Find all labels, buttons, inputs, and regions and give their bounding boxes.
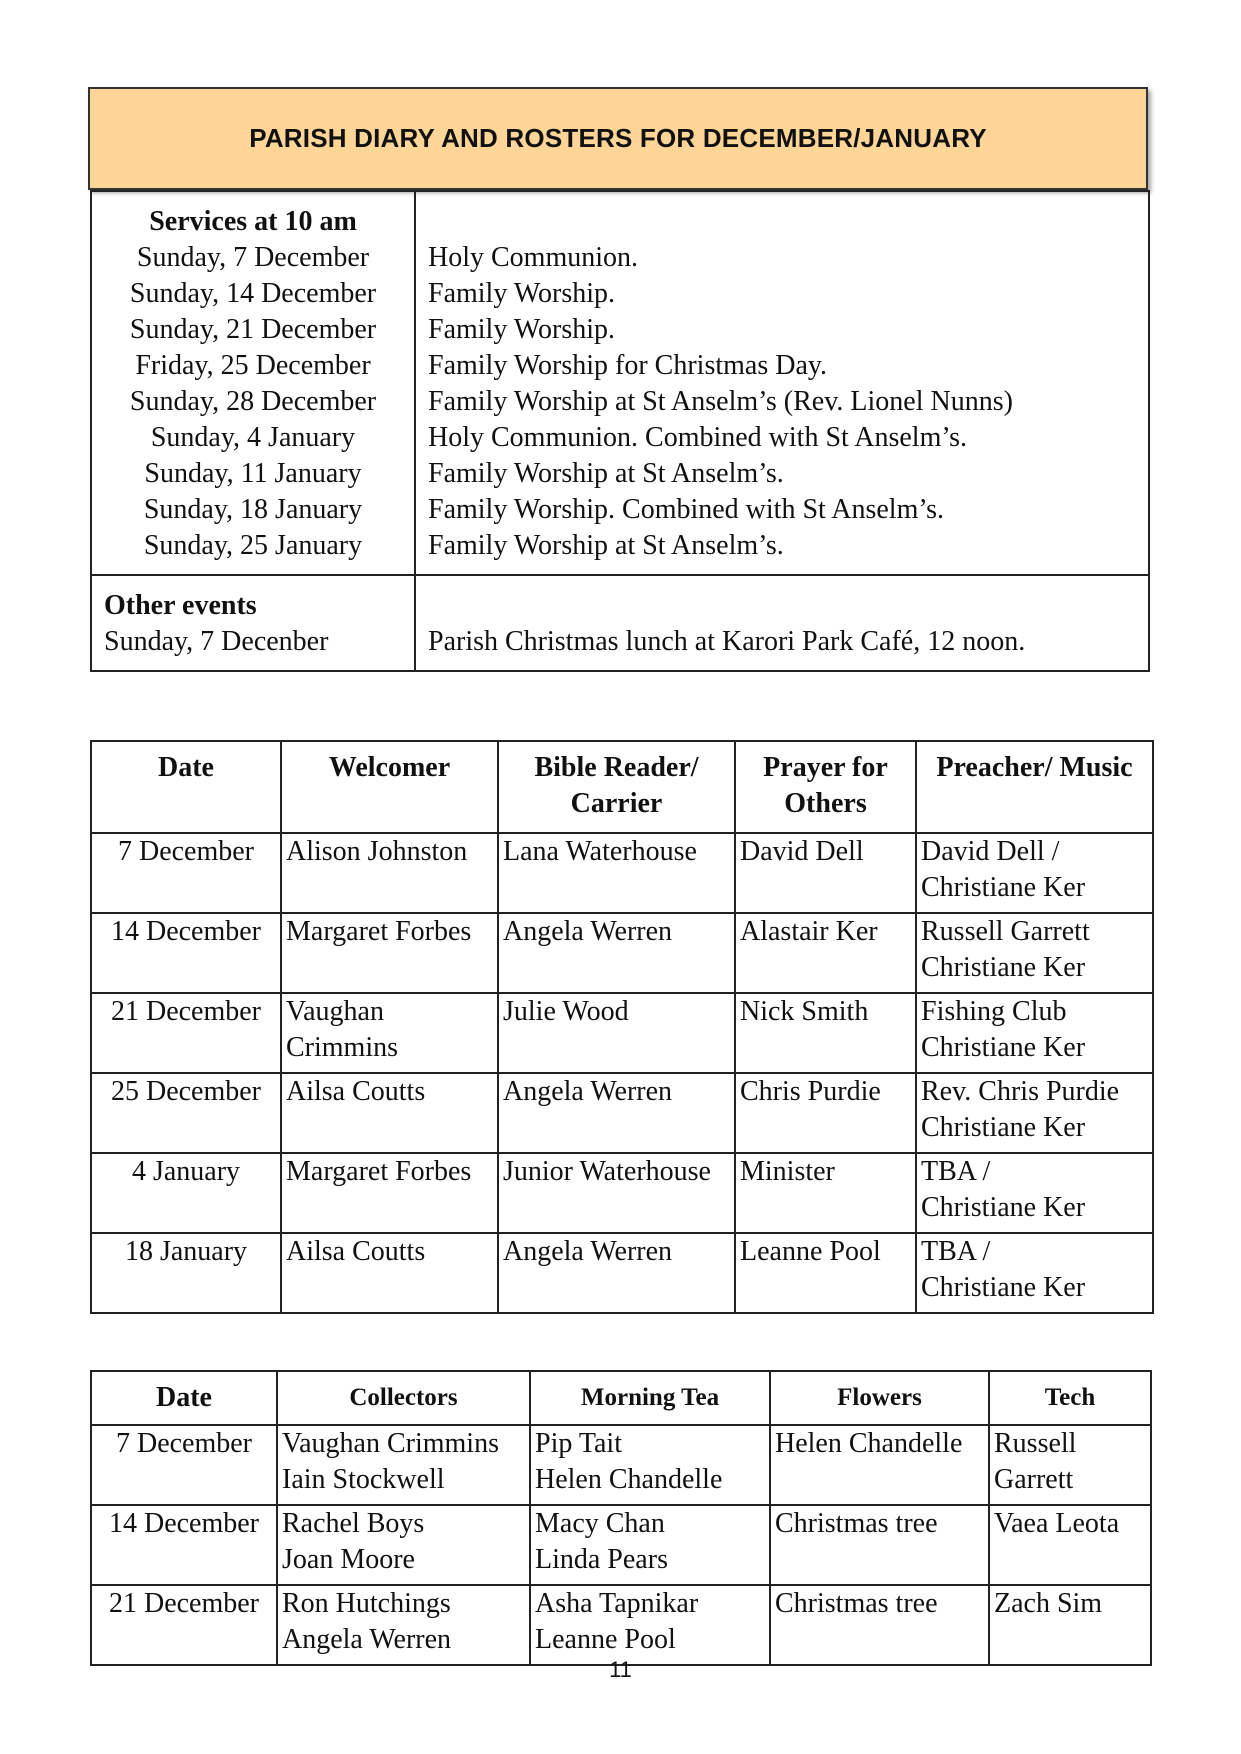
other-events-desc-cell: [415, 575, 1149, 671]
preacher: Rev. Chris Purdie: [921, 1076, 1120, 1107]
date-cell: 7 December: [91, 1425, 277, 1505]
service-date: Friday, 25 December: [135, 350, 371, 381]
table-row: [91, 1153, 1153, 1233]
reader-cell: Lana Waterhouse: [498, 833, 735, 913]
column-header-date: Date: [91, 1371, 277, 1425]
table-row: [91, 1585, 1151, 1665]
reader-cell: Angela Werren: [498, 913, 735, 993]
date-cell: 7 December: [91, 833, 281, 913]
date-cell: 14 December: [91, 1505, 277, 1585]
other-events-date-cell: [91, 575, 415, 671]
collector: Angela Werren: [282, 1624, 452, 1655]
service-date: Sunday, 14 December: [129, 278, 377, 309]
service-description: Holy Communion. Combined with St Anselm’s.: [428, 422, 968, 453]
tech-cell: Zach Sim: [989, 1585, 1151, 1665]
welcomer-cell: Ailsa Coutts: [281, 1073, 498, 1153]
preacher: TBA /: [921, 1236, 991, 1267]
preacher: Russell Garrett: [921, 916, 1090, 947]
prayer-cell: Chris Purdie: [735, 1073, 916, 1153]
service-description: Family Worship at St Anselm’s (Rev. Lionel Nunns): [428, 386, 1013, 417]
column-header-collectors: Collectors: [277, 1371, 530, 1425]
prayer-cell: David Dell: [735, 833, 916, 913]
service-date: Sunday, 7 December: [136, 242, 370, 273]
service-date: Sunday, 18 January: [143, 494, 363, 525]
reader-cell: Julie Wood: [498, 993, 735, 1073]
column-header-welcomer: Welcomer: [281, 741, 498, 833]
preacher-music-cell: [916, 1233, 1153, 1313]
table-row: [91, 1233, 1153, 1313]
service-description: Holy Communion.: [428, 242, 639, 273]
page-title: PARISH DIARY AND ROSTERS FOR DECEMBER/JANUARY: [249, 123, 987, 153]
collector: Iain Stockwell: [282, 1464, 445, 1495]
other-events-row: [91, 575, 1149, 671]
service-description: Family Worship at St Anselm’s.: [428, 530, 784, 561]
services-table: [90, 190, 1150, 672]
preacher-music-cell: [916, 1153, 1153, 1233]
welcomer-cell: Margaret Forbes: [281, 913, 498, 993]
service-dates-cell: [91, 191, 415, 575]
music: Christiane Ker: [921, 1032, 1086, 1063]
flowers-cell: Christmas tree: [770, 1505, 989, 1585]
reader-cell: Junior Waterhouse: [498, 1153, 735, 1233]
preacher-music-cell: [916, 833, 1153, 913]
preacher-music-cell: [916, 993, 1153, 1073]
collector: Rachel Boys: [282, 1508, 425, 1539]
flowers-cell: Christmas tree: [770, 1585, 989, 1665]
tea-person: Helen Chandelle: [535, 1464, 723, 1495]
date-cell: 21 December: [91, 1585, 277, 1665]
collectors-table: [90, 1370, 1152, 1666]
service-description: Family Worship. Combined with St Anselm’s.: [428, 494, 945, 525]
date-cell: 18 January: [91, 1233, 281, 1313]
date-cell: 25 December: [91, 1073, 281, 1153]
music: Christiane Ker: [921, 952, 1086, 983]
music: Christiane Ker: [921, 872, 1086, 903]
prayer-cell: Leanne Pool: [735, 1233, 916, 1313]
table-row: [91, 1425, 1151, 1505]
prayer-cell: Minister: [735, 1153, 916, 1233]
column-header-prayer: Prayer for Others: [735, 741, 916, 833]
collectors-header-row: [91, 1371, 1151, 1425]
prayer-cell: Alastair Ker: [735, 913, 916, 993]
roster-header-row: [91, 741, 1153, 833]
reader-cell: Angela Werren: [498, 1073, 735, 1153]
morning-tea-cell: [530, 1505, 770, 1585]
collector: Vaughan Crimmins: [282, 1428, 499, 1459]
welcomer-cell: Margaret Forbes: [281, 1153, 498, 1233]
tech-cell: Vaea Leota: [989, 1505, 1151, 1585]
reader-cell: Angela Werren: [498, 1233, 735, 1313]
date-cell: 21 December: [91, 993, 281, 1073]
morning-tea-cell: [530, 1585, 770, 1665]
service-date: Sunday, 21 December: [129, 314, 377, 345]
preacher: Fishing Club: [921, 996, 1067, 1027]
services-heading: Services at 10 am: [149, 206, 357, 237]
service-date: Sunday, 28 December: [129, 386, 377, 417]
service-description: Family Worship for Christmas Day.: [428, 350, 828, 381]
title-banner: [88, 87, 1148, 190]
tech-cell: Russell Garrett: [989, 1425, 1151, 1505]
roster-table: [90, 740, 1154, 1314]
tea-person: Leanne Pool: [535, 1624, 676, 1655]
table-row: [91, 913, 1153, 993]
music: Christiane Ker: [921, 1192, 1086, 1223]
services-row: [91, 191, 1149, 575]
page-number: 11: [609, 1657, 632, 1682]
preacher: TBA /: [921, 1156, 991, 1187]
preacher: David Dell /: [921, 836, 1060, 867]
event-description: Parish Christmas lunch at Karori Park Café, 12 noon.: [428, 626, 1026, 657]
table-row: [91, 833, 1153, 913]
service-date: Sunday, 4 January: [150, 422, 356, 453]
preacher-music-cell: [916, 1073, 1153, 1153]
collectors-cell: [277, 1425, 530, 1505]
table-row: [91, 1505, 1151, 1585]
column-header-morning-tea: Morning Tea: [530, 1371, 770, 1425]
column-header-date: Date: [91, 741, 281, 833]
column-header-flowers: Flowers: [770, 1371, 989, 1425]
welcomer-cell: Ailsa Coutts: [281, 1233, 498, 1313]
date-cell: 4 January: [91, 1153, 281, 1233]
tea-person: Asha Tapnikar: [535, 1588, 699, 1619]
music: Christiane Ker: [921, 1112, 1086, 1143]
tea-person: Macy Chan: [535, 1508, 665, 1539]
collectors-cell: [277, 1505, 530, 1585]
collectors-cell: [277, 1585, 530, 1665]
welcomer-cell: Vaughan Crimmins: [281, 993, 498, 1073]
service-descriptions-cell: [415, 191, 1149, 575]
prayer-cell: Nick Smith: [735, 993, 916, 1073]
tea-person: Linda Pears: [535, 1544, 668, 1575]
collector: Ron Hutchings: [282, 1588, 451, 1619]
table-row: [91, 1073, 1153, 1153]
collector: Joan Moore: [282, 1544, 415, 1575]
music: Christiane Ker: [921, 1272, 1086, 1303]
service-date: Sunday, 11 January: [144, 458, 362, 489]
event-date: Sunday, 7 Decenber: [104, 626, 329, 657]
service-description: Family Worship at St Anselm’s.: [428, 458, 784, 489]
flowers-cell: Helen Chandelle: [770, 1425, 989, 1505]
column-header-preacher: Preacher/ Music: [916, 741, 1153, 833]
service-description: Family Worship.: [428, 314, 616, 345]
service-date: Sunday, 25 January: [143, 530, 363, 561]
date-cell: 14 December: [91, 913, 281, 993]
morning-tea-cell: [530, 1425, 770, 1505]
preacher-music-cell: [916, 913, 1153, 993]
column-header-bible-reader: Bible Reader/ Carrier: [498, 741, 735, 833]
service-description: Family Worship.: [428, 278, 616, 309]
tea-person: Pip Tait: [535, 1428, 622, 1459]
table-row: [91, 993, 1153, 1073]
other-events-heading: Other events: [104, 590, 257, 621]
welcomer-cell: Alison Johnston: [281, 833, 498, 913]
column-header-tech: Tech: [989, 1371, 1151, 1425]
